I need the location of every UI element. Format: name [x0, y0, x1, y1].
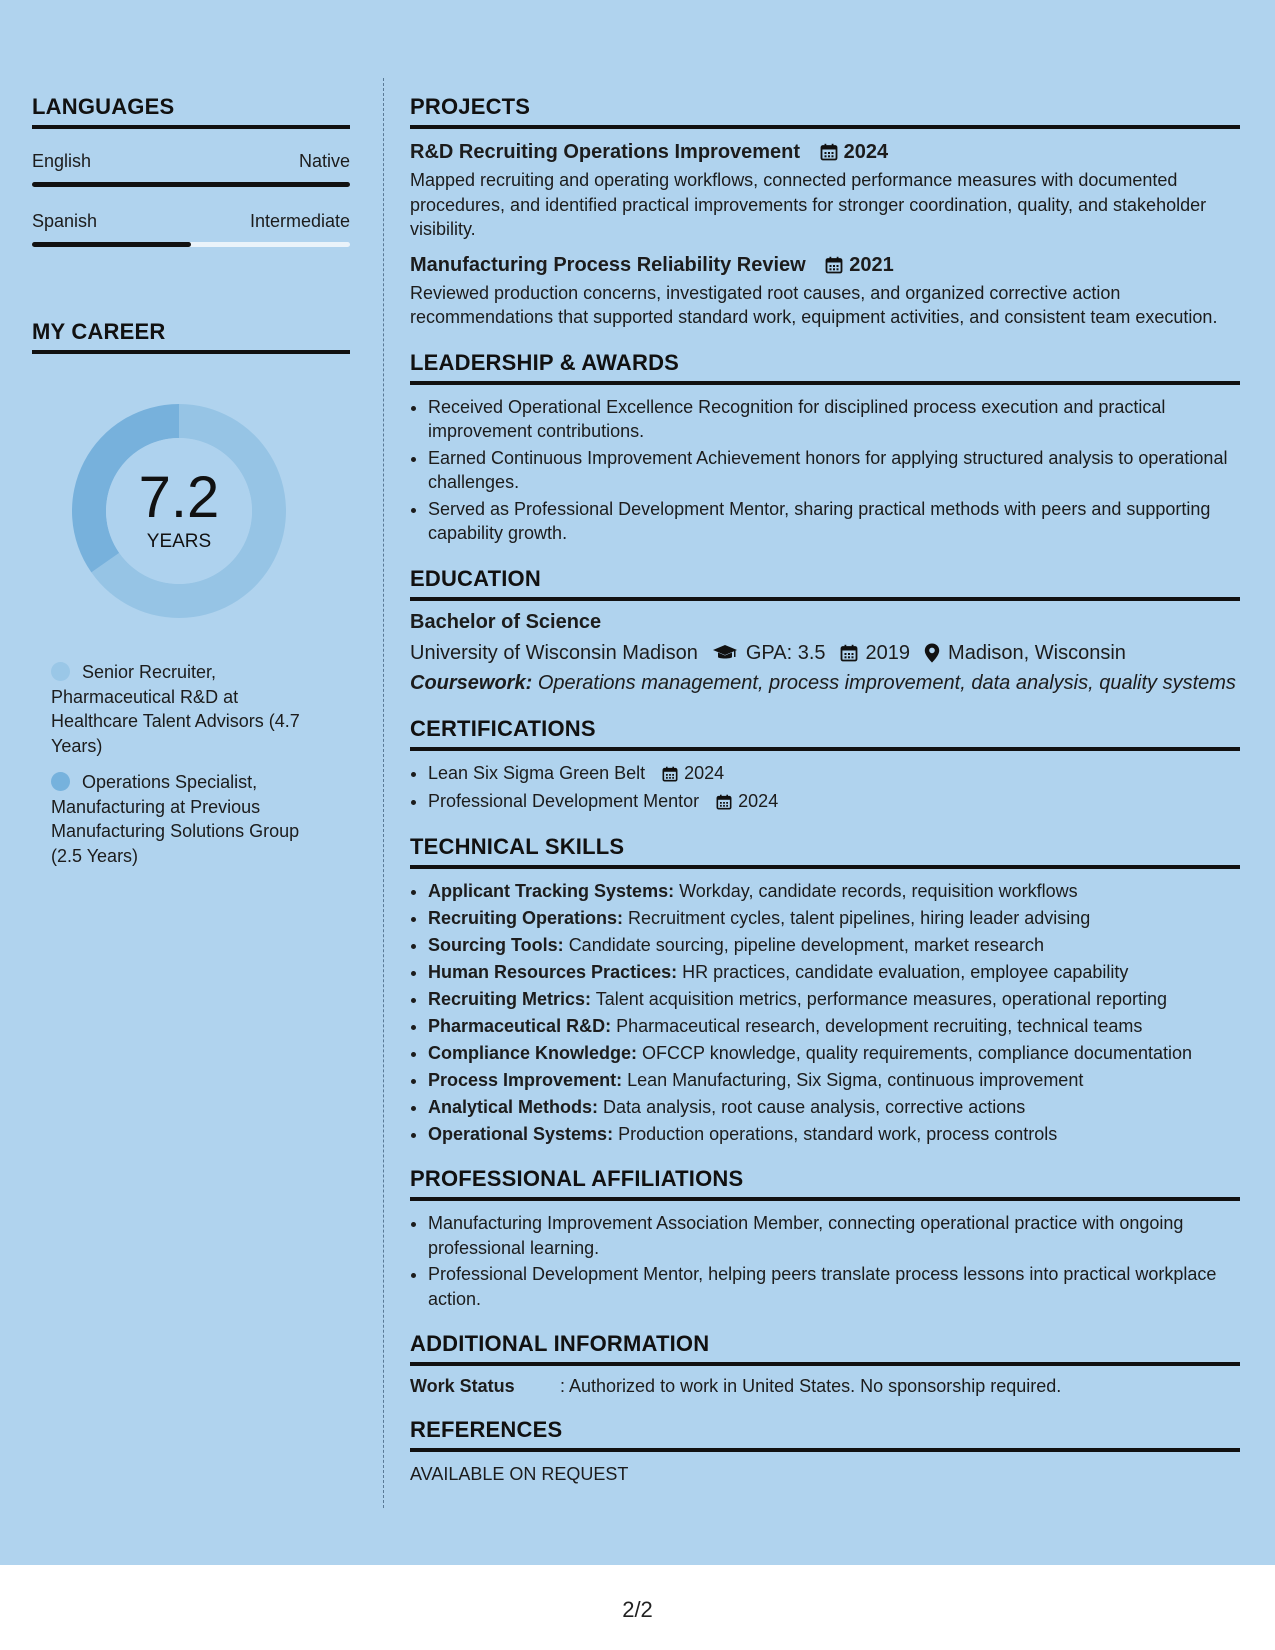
work-status-label: Work Status: [410, 1376, 515, 1396]
language-proficiency-fill: [32, 182, 350, 187]
certification-item: [428, 789, 1240, 814]
language-proficiency-fill: [32, 242, 191, 247]
leadership-list: [410, 395, 1240, 546]
references-text: AVAILABLE ON REQUEST: [410, 1464, 629, 1484]
skill-item: [428, 933, 1240, 958]
language-name: English: [32, 151, 92, 171]
skill-item: [428, 906, 1240, 931]
skill-value: Pharmaceutical research, development recruiting, technical teams: [616, 1015, 1143, 1036]
skill-label: Applicant Tracking Systems:: [428, 880, 675, 901]
calendar-icon: [825, 256, 843, 274]
affiliation-item: • Manufacturing Improvement Association Member, connecting operational practice with ongoing professional learning.: [428, 1211, 1240, 1260]
skill-item: [428, 1068, 1240, 1093]
skill-value: Production operations, standard work, process controls: [618, 1123, 1058, 1144]
skill-value: Recruitment cycles, talent pipelines, hiring leader advising: [628, 907, 1091, 928]
language-level: Native: [298, 151, 350, 171]
career-total-value: 7.2: [138, 465, 220, 530]
skill-label: Sourcing Tools:: [428, 934, 564, 955]
skill-item: [428, 1014, 1240, 1039]
calendar-icon: [662, 766, 678, 782]
leadership-item: • Received Operational Excellence Recognition for disciplined process execution and practical improvement contributions.: [428, 395, 1240, 444]
coursework-text: Operations management, process improvement, data analysis, quality systems: [537, 671, 1236, 694]
skill-item: [428, 987, 1240, 1012]
map-pin-icon: [924, 643, 940, 663]
skill-label: Pharmaceutical R&D:: [428, 1015, 612, 1036]
skill-item: [428, 1122, 1240, 1147]
education-coursework: [410, 671, 1240, 696]
certification-name: Lean Six Sigma Green Belt: [428, 762, 646, 783]
language-proficiency-bar: [32, 242, 350, 247]
education-location: Madison, Wisconsin: [948, 641, 1126, 664]
language-item: [32, 211, 350, 247]
calendar-icon: [840, 644, 858, 662]
skill-label: Recruiting Metrics:: [428, 988, 592, 1009]
skills-title: TECHNICAL SKILLS: [410, 834, 1240, 869]
skill-value: Talent acquisition metrics, performance measures, operational reporting: [595, 988, 1167, 1009]
affiliations-list: [410, 1211, 1240, 1311]
language-name: Spanish: [32, 211, 98, 231]
page-number: 2/2: [622, 1597, 653, 1622]
skill-value: Candidate sourcing, pipeline development, market research: [568, 934, 1044, 955]
career-legend: [51, 660, 321, 868]
additional-title: ADDITIONAL INFORMATION: [410, 1331, 1240, 1366]
education-year: 2019: [865, 641, 911, 664]
skill-label: Human Resources Practices:: [428, 961, 678, 982]
project-description: Mapped recruiting and operating workflows, connected performance measures with documented procedures, and identified practical improvements for stronger coordination, quality, and stakeholder visibility.: [410, 170, 1207, 239]
references-title: REFERENCES: [410, 1417, 1240, 1452]
education-gpa: GPA: 3.5: [745, 641, 826, 664]
coursework-label: Coursework:: [410, 671, 533, 694]
certification-item: [428, 761, 1240, 786]
career-legend-text: Senior Recruiter, Pharmaceutical R&D at Healthcare Talent Advisors (4.7 Years): [51, 662, 300, 756]
leadership-item: • Served as Professional Development Mentor, sharing practical methods with peers and supporting capability growth.: [428, 497, 1240, 546]
projects-title: PROJECTS: [410, 94, 1240, 129]
certifications-title: CERTIFICATIONS: [410, 716, 1240, 751]
career-donut-chart: [66, 398, 292, 624]
project-name: Manufacturing Process Reliability Review: [410, 253, 806, 276]
affiliations-title: PROFESSIONAL AFFILIATIONS: [410, 1166, 1240, 1201]
calendar-icon: [820, 143, 838, 161]
work-status-value: : Authorized to work in United States. No sponsorship required.: [560, 1376, 1062, 1396]
project-year: 2024: [843, 141, 889, 163]
career-total-unit: YEARS: [146, 531, 212, 552]
certification-year: 2024: [684, 762, 725, 783]
skill-item: [428, 1041, 1240, 1066]
career-legend-text: Operations Specialist, Manufacturing at Previous Manufacturing Solutions Group (2.5 Years): [51, 772, 300, 866]
language-proficiency-bar: [32, 182, 350, 187]
languages-title: LANGUAGES: [32, 94, 350, 129]
project-description: Reviewed production concerns, investigated root causes, and organized corrective action recommendations that supported standard work, equipment activities, and consistent team execution.: [410, 282, 1218, 327]
leadership-title: LEADERSHIP & AWARDS: [410, 350, 1240, 385]
career-legend-item: [51, 660, 321, 758]
column-divider: [383, 78, 384, 1508]
certification-name: Professional Development Mentor: [428, 791, 700, 811]
skill-label: Operational Systems:: [428, 1123, 614, 1144]
education-degree: Bachelor of Science: [410, 610, 602, 633]
certification-year: 2024: [738, 791, 779, 811]
skill-item: [428, 879, 1240, 904]
certifications-list: [410, 761, 1240, 814]
legend-dot-icon: [51, 772, 70, 791]
legend-dot-icon: [51, 662, 70, 681]
skill-label: Compliance Knowledge:: [428, 1042, 638, 1063]
education-title: EDUCATION: [410, 566, 1240, 601]
project-name: R&D Recruiting Operations Improvement: [410, 141, 801, 163]
skill-label: Recruiting Operations:: [428, 907, 624, 928]
skill-value: OFCCP knowledge, quality requirements, compliance documentation: [642, 1042, 1192, 1063]
career-legend-item: [51, 770, 321, 868]
affiliation-item: • Professional Development Mentor, helping peers translate process lessons into practical workplace action.: [428, 1262, 1240, 1311]
skills-list: [410, 879, 1240, 1147]
work-status-row: [410, 1376, 1240, 1397]
skill-value: Workday, candidate records, requisition workflows: [679, 880, 1078, 901]
skill-value: Lean Manufacturing, Six Sigma, continuous improvement: [627, 1069, 1084, 1090]
skill-value: Data analysis, root cause analysis, corrective actions: [603, 1096, 1026, 1117]
language-item: [32, 151, 350, 187]
language-level: Intermediate: [249, 211, 350, 231]
skill-item: [428, 1095, 1240, 1120]
education-details: [410, 642, 1240, 665]
right-column: [410, 94, 1240, 1485]
left-column: [32, 94, 350, 880]
calendar-icon: [716, 794, 732, 810]
graduation-cap-icon: [712, 644, 738, 662]
skill-item: [428, 960, 1240, 985]
project-item: [410, 139, 1240, 242]
education-school: University of Wisconsin Madison: [410, 641, 698, 664]
career-title: MY CAREER: [32, 319, 350, 354]
skill-label: Process Improvement:: [428, 1069, 623, 1090]
skill-label: Analytical Methods:: [428, 1096, 599, 1117]
project-year: 2021: [849, 253, 894, 276]
project-item: [410, 252, 1240, 330]
skill-value: HR practices, candidate evaluation, employee capability: [682, 961, 1129, 982]
leadership-item: • Earned Continuous Improvement Achievement honors for applying structured analysis to operational challenges.: [428, 446, 1240, 495]
